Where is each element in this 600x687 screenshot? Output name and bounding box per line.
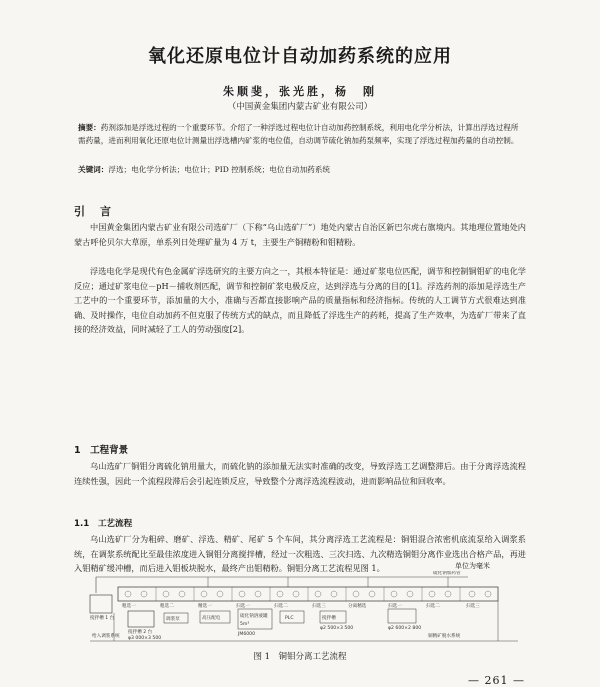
label-top-pipe: 硫化钠加药管 [433,571,461,576]
section-1-1-paragraph: 乌山选矿厂分为粗碎、磨矿、浮选、精矿、尾矿 5 个车间，其分离浮选工艺流程是：铜钼混合浓密机底流泵给入调浆系统，在调浆系统配比至最佳浓度进入铜钼分离搅拌槽，经过一次粗选、三次扫选、九次精选铜钼分离作业选出合格产品，再进入钼精矿缓冲槽，而后进入钼板块脱水，最终产出钼精粉。铜钼分离工艺流程见图 1。 [74,534,526,574]
figure-unit-note: 单位为毫米 [455,562,490,570]
label-tank-2: 搅拌槽 2 台 [128,630,153,635]
cell-label-1: 粗选一 [122,604,136,609]
label-tail: 铜精矿脱水系统 [428,634,461,639]
process-flow-diagram [88,571,524,645]
label-spec-2: φ2 500×3 500 [320,626,354,631]
label-spec-3: φ2 600×2 800 [388,626,422,631]
label-box-2: 硫化钠溶液罐 [240,614,268,619]
label-motor: JM6000 [238,632,256,637]
intro-paragraph-1: 中国黄金集团内蒙古矿业有限公司选矿厂（下称“乌山选矿厂”）地处内蒙古自治区新巴尔虎右旗境内。其地理位置地处内蒙古呼伦贝尔大草原，单系列日处理矿量为 4 万 t，主要生产铜精粉和钼精粉。 [74,222,526,247]
affiliation: （中国黄金集团内蒙古矿业有限公司） [227,102,373,112]
cell-label-9: 扫选二 [426,604,440,609]
intro-heading: 引 言 [74,205,113,218]
cell-label-7: 分离精选 [348,604,367,609]
page-number: — 261 — [468,674,525,687]
keywords [78,164,523,176]
paper-title: 氧化还原电位计自动加药系统的应用 [148,46,452,67]
label-pump-2: 搅拌槽 [322,616,336,621]
cell-label-3: 精选一 [198,604,212,609]
abstract-text: 药剂添加是浮选过程的一个重要环节。介绍了一种浮选过程电位计自动加药控制系统，利用电化学分析法，计算出浮选过程所需药量，进而利用氧化还原电位计测量出浮选槽内矿浆的电位值，自动调节硫化钠加药泵频率，实现了浮选过程加药量的自动控制。 [78,123,519,145]
intro-paragraph-2: 浮选电化学是现代有色金属矿浮选研究的主要方向之一，其根本特征是：通过矿浆电位匹配，调节和控制铜钼矿的电化学反应；通过矿浆电位－pH－捕收剂匹配，调节和控制矿浆电极反应，达到浮选与分离的目的[1]。浮选药剂的添加是浮选生产工艺中的一个重要环节，添加量的大小，准确与否都直接影响产品的质量指标和经济指标。传统的人工调节方式很难达到准确、及时操作，电位自动加药不但克服了传统方式的缺点，而且降低了浮选生产的药耗，提高了生产效率，为选矿厂带来了直接的经济效益，同时减轻了工人的劳动强度[2]。 [74,266,526,335]
section-1-paragraph: 乌山选矿厂铜钼分离硫化钠用量大，而硫化钠的添加量无法实时准确的改变，导致浮选工艺调整滞后。由于分离浮选流程连续性强，因此一个流程段滞后会引起连锁反应，导致整个分离浮选流程波动，进而影响品位和回收率。 [74,461,526,486]
label-feed: 给入调浆系统 [92,634,120,639]
section-1-1-heading: 1.1 工艺流程 [74,519,133,529]
section-1-heading: 1 工程背景 [74,445,129,456]
cell-label-6: 扫选三 [312,604,326,609]
authors: 朱顺斐，张光胜，杨 刚 [223,85,377,98]
tank-2 [128,611,154,627]
figure-caption: 图 1 铜钼分离工艺流程 [253,652,347,662]
label-spec-1: φ3 000×3 500 [128,636,162,641]
keywords-label: 关键词： [78,165,109,174]
abstract-label: 摘要： [78,123,101,132]
keywords-text: 浮选；电化学分析法；电位计；PID 控制系统；电位自动加药系统 [108,165,331,174]
label-cap-sub: 5m³ [240,622,250,627]
label-pump: 调浆泵 [166,617,180,622]
label-box-3: PLC [285,616,294,621]
tank-1 [90,595,112,613]
label-tank-1: 搅拌槽 1 台 [90,616,115,621]
buffer-tank [388,609,416,623]
abstract [78,121,523,147]
cell-label-10: 扫选三 [466,604,480,609]
cell-label-2: 粗选二 [160,604,174,609]
label-box-1: 高压配电 [202,616,221,621]
cell-label-5: 扫选二 [274,604,288,609]
cell-label-4: 扫选一 [236,604,250,609]
cell-label-8: 扫选一 [388,604,402,609]
